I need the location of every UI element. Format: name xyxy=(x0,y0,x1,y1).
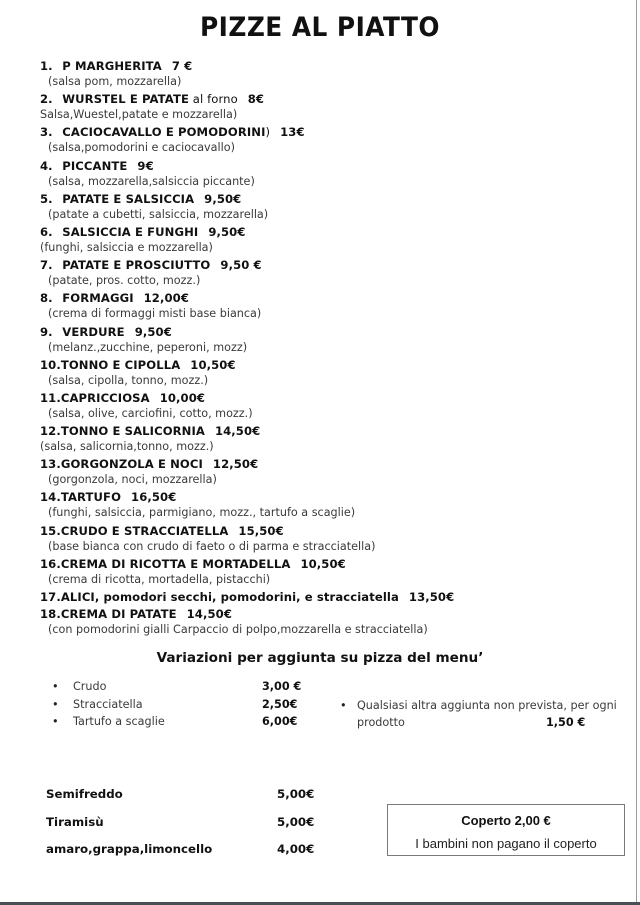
pizza-name-line xyxy=(40,489,600,505)
pizza-item xyxy=(40,91,600,124)
page-title: PIZZE AL PIATTO xyxy=(199,12,441,43)
pizza-number: 6. xyxy=(40,224,53,239)
pizza-name: PATATE E PROSCIUTTO xyxy=(62,258,211,273)
pizza-item xyxy=(40,191,600,224)
dessert-price: 5,00€ xyxy=(277,787,315,801)
pizza-description: (melanz.,zucchine, peperoni, mozz) xyxy=(48,340,248,354)
cover-charge-label: Coperto 2,00 € xyxy=(461,813,551,828)
pizza-price: 9,50€ xyxy=(208,224,246,239)
pizza-item xyxy=(40,257,600,290)
pizza-item xyxy=(40,58,600,91)
pizza-item xyxy=(40,523,600,556)
pizza-name-line xyxy=(40,456,600,472)
pizza-name-line xyxy=(40,523,600,539)
pizza-description: (patate a cubetti, salsiccia, mozzarella) xyxy=(48,207,269,221)
variation-extra-price: 1,50 € xyxy=(546,716,586,729)
pizza-name-line xyxy=(40,606,600,622)
dessert-price: 5,00€ xyxy=(277,814,315,829)
pizza-price: 12,00€ xyxy=(143,291,189,306)
page-border-right xyxy=(636,0,637,903)
pizza-price: 8€ xyxy=(247,92,265,107)
pizza-number: 16. xyxy=(40,556,61,571)
pizza-name: VERDURE xyxy=(62,324,125,339)
pizza-name: ALICI, pomodori secchi, pomodorini, e stracciatella xyxy=(60,590,399,604)
pizza-item xyxy=(40,556,600,589)
variation-item xyxy=(52,698,312,716)
pizza-name-line xyxy=(40,124,600,140)
pizza-description: (base bianca con crudo di faeto o di parma e stracciatella) xyxy=(48,539,376,553)
pizza-name-line xyxy=(40,423,600,439)
pizza-description: (crema di formaggi misti base bianca) xyxy=(48,307,262,321)
pizza-description: (salsa, cipolla, tonno, mozz.) xyxy=(48,373,209,387)
pizza-item xyxy=(40,606,600,639)
pizza-name: TONNO E CIPOLLA xyxy=(60,357,181,372)
desserts-list xyxy=(46,787,346,870)
pizza-price: 9,50€ xyxy=(134,324,172,339)
pizza-item xyxy=(40,357,600,390)
dessert-label: Tiramisù xyxy=(46,814,104,829)
pizza-price: 10,00€ xyxy=(159,390,206,405)
pizza-number: 11. xyxy=(40,390,61,405)
bullet-icon: • xyxy=(52,715,59,728)
pizza-name-line xyxy=(40,158,600,174)
dessert-item xyxy=(46,787,346,815)
pizza-name-line xyxy=(40,390,600,406)
variation-price: 2,50€ xyxy=(262,697,298,711)
pizza-description: (salsa pom, mozzarella) xyxy=(48,75,182,88)
variation-extra-label: Qualsiasi altra aggiunta non prevista, per ogni prodotto xyxy=(357,699,617,729)
pizza-price: 9,50 € xyxy=(220,258,262,273)
pizza-price: 10,50€ xyxy=(190,357,236,372)
pizza-number: 1. xyxy=(40,59,53,73)
variation-item xyxy=(52,680,312,698)
pizza-number: 12. xyxy=(40,424,61,439)
pizza-name: SALSICCIA E FUNGHI xyxy=(62,224,199,239)
pizza-menu-list xyxy=(40,58,600,639)
pizza-description: (crema di ricotta, mortadella, pistacchi) xyxy=(48,572,271,586)
pizza-number: 5. xyxy=(40,191,53,206)
pizza-name-line xyxy=(40,58,600,74)
pizza-name: FORMAGGI xyxy=(62,291,134,306)
dessert-label: Semifreddo xyxy=(46,787,123,801)
pizza-number: 7. xyxy=(40,258,53,273)
pizza-name-line xyxy=(40,290,600,306)
pizza-number: 10. xyxy=(40,357,61,372)
pizza-name: PATATE E SALSICCIA xyxy=(62,191,195,206)
dessert-item xyxy=(46,815,346,843)
pizza-price: 9,50€ xyxy=(204,191,242,206)
pizza-item xyxy=(40,589,600,606)
bullet-icon: • xyxy=(52,697,59,711)
pizza-price: 13,50€ xyxy=(408,590,455,604)
pizza-description: (gorgonzola, noci, mozzarella) xyxy=(48,473,217,487)
pizza-number: 13. xyxy=(40,457,61,472)
pizza-name-line xyxy=(40,191,600,207)
pizza-price: 14,50€ xyxy=(214,424,261,439)
variations-list xyxy=(52,680,312,733)
pizza-item xyxy=(40,456,600,489)
pizza-item xyxy=(40,423,600,456)
pizza-description: (salsa, mozzarella,salsiccia piccante) xyxy=(48,174,255,188)
pizza-name-line xyxy=(40,357,600,373)
pizza-description: (patate, pros. cotto, mozz.) xyxy=(48,274,201,288)
pizza-price: 14,50€ xyxy=(186,607,232,621)
pizza-number: 15. xyxy=(40,523,61,538)
variation-price: 3,00 € xyxy=(262,680,302,693)
variations-heading: Variazioni per aggiunta su pizza del menu’ xyxy=(156,650,484,666)
pizza-name-line xyxy=(40,589,600,605)
bullet-icon: • xyxy=(340,699,347,712)
pizza-name-line xyxy=(40,556,600,572)
pizza-name: CRUDO E STRACCIATELLA xyxy=(60,523,229,538)
pizza-price: 13€ xyxy=(280,125,305,140)
pizza-item xyxy=(40,158,600,191)
pizza-name: PICCANTE xyxy=(62,158,128,173)
pizza-name-line xyxy=(40,224,600,240)
pizza-name-extra: ) xyxy=(265,125,271,140)
pizza-number: 14. xyxy=(40,490,61,505)
variation-label: Stracciatella xyxy=(73,697,143,711)
pizza-name-line xyxy=(40,91,600,107)
pizza-description: (salsa,pomodorini e caciocavallo) xyxy=(48,141,235,155)
pizza-price: 16,50€ xyxy=(131,490,177,505)
pizza-number: 18. xyxy=(40,607,61,621)
pizza-price: 12,50€ xyxy=(212,457,259,472)
pizza-description: (salsa, olive, carciofini, cotto, mozz.) xyxy=(48,406,253,420)
pizza-description: (funghi, salsiccia, parmigiano, mozz., tartufo a scaglie) xyxy=(48,506,356,520)
pizza-name: CREMA DI RICOTTA E MORTADELLA xyxy=(60,556,291,571)
pizza-price: 9€ xyxy=(137,158,154,173)
pizza-price: 7 € xyxy=(171,59,193,73)
pizza-item xyxy=(40,390,600,423)
variation-item xyxy=(52,715,312,733)
dessert-label: amaro,grappa,limoncello xyxy=(46,842,213,856)
pizza-item xyxy=(40,224,600,257)
cover-charge-box xyxy=(387,804,625,856)
bullet-icon: • xyxy=(52,680,59,693)
pizza-price: 15,50€ xyxy=(238,523,284,538)
pizza-description: (salsa, salicornia,tonno, mozz.) xyxy=(40,440,214,454)
pizza-name-line xyxy=(40,257,600,273)
pizza-item xyxy=(40,124,600,157)
dessert-price: 4,00€ xyxy=(277,842,315,856)
pizza-number: 4. xyxy=(40,158,53,173)
pizza-name: CAPRICCIOSA xyxy=(60,390,150,405)
dessert-item xyxy=(46,842,346,870)
pizza-name: TONNO E SALICORNIA xyxy=(60,424,205,439)
pizza-name: P MARGHERITA xyxy=(62,59,162,73)
pizza-name: WURSTEL E PATATE xyxy=(62,92,189,107)
pizza-price: 10,50€ xyxy=(300,556,346,571)
pizza-description: Salsa,Wuestel,patate e mozzarella) xyxy=(40,108,238,122)
cover-charge-note: I bambini non pagano il coperto xyxy=(415,836,597,851)
pizza-description: (con pomodorini gialli Carpaccio di polpo,mozzarella e stracciatella) xyxy=(48,623,428,636)
pizza-number: 2. xyxy=(40,92,53,107)
pizza-name-line xyxy=(40,324,600,340)
pizza-name: TARTUFO xyxy=(60,490,122,505)
pizza-description: (funghi, salsiccia e mozzarella) xyxy=(40,240,213,254)
pizza-number: 3. xyxy=(40,125,53,140)
pizza-name: GORGONZOLA E NOCI xyxy=(60,457,203,472)
variation-label: Tartufo a scaglie xyxy=(73,715,165,728)
pizza-number: 9. xyxy=(40,324,53,339)
pizza-name: CREMA DI PATATE xyxy=(60,607,177,621)
pizza-item xyxy=(40,324,600,357)
variation-label: Crudo xyxy=(73,680,107,693)
pizza-item xyxy=(40,489,600,522)
pizza-number: 8. xyxy=(40,291,53,306)
pizza-number: 17. xyxy=(40,590,61,604)
variation-price: 6,00€ xyxy=(262,715,298,728)
pizza-name: CACIOCAVALLO E POMODORINI xyxy=(62,125,266,140)
pizza-name-extra: al forno xyxy=(188,92,238,107)
pizza-item xyxy=(40,290,600,323)
